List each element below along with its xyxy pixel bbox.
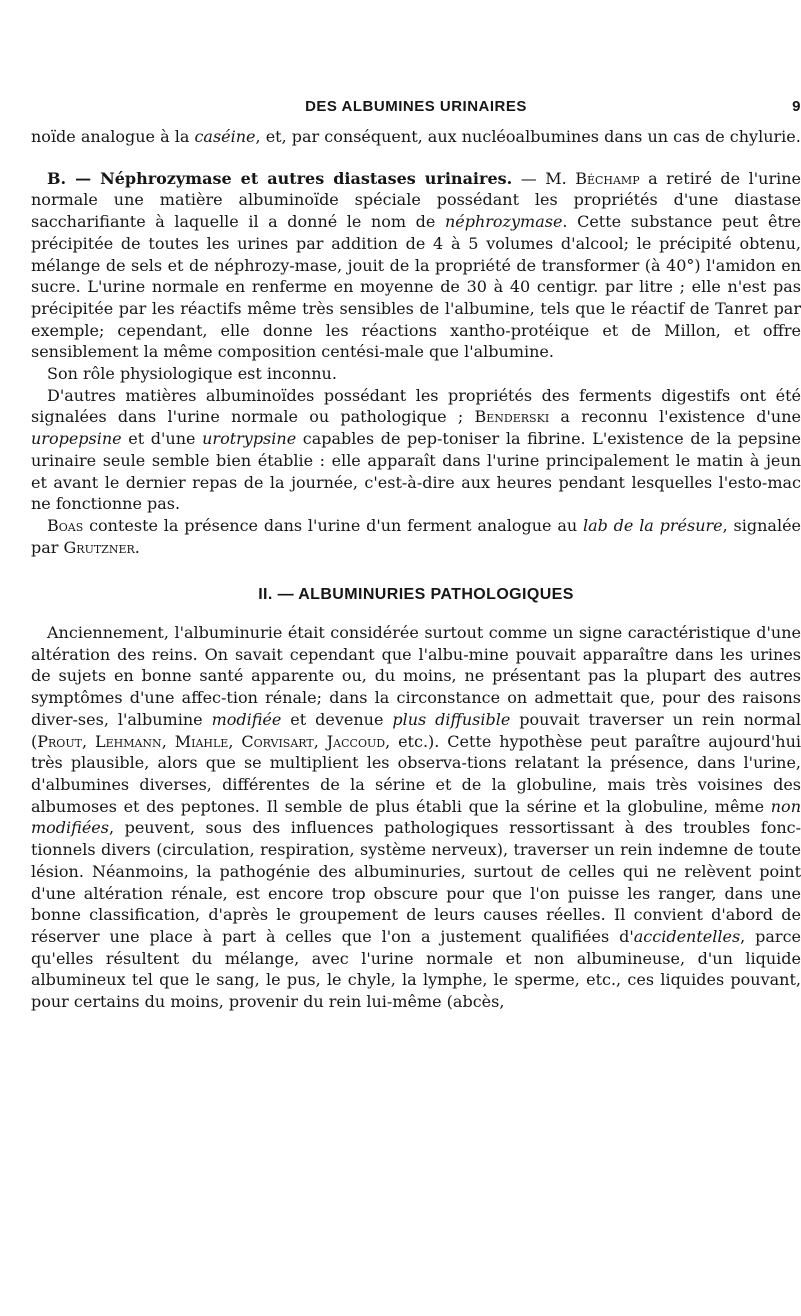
author-name: Corvisart (241, 731, 314, 751)
paragraph-boas: Boas conteste la présence dans l'urine d'un ferment analogue au lab de la présure, signalée par Grutzner. (31, 515, 801, 557)
section-ii-heading: II. — ALBUMINURIES PATHOLOGIQUES (258, 586, 574, 604)
paragraph-albuminuries: Anciennement, l'albuminurie était considérée surtout comme un signe caractéristique d'une altération des reins. On savait cependant que l'albu-mine pouvait apparaître dans les urines de sujets en bonne santé apparente ou, du moins, ne présentant pas la plupart des autres symptômes d'une affec-tion rénale; dans la circonstance on admettait que, pour des raisons diver-ses, l'albumine modifiée et devenue plus diffusible pouvait traverser un rein normal (Prout, Lehmann, Miahle, Corvisart, Jaccoud, etc.). Cette hypothèse peut paraître aujourd'hui très plausible, alors que se multiplient les observa-tions relatant la présence, dans l'urine, d'albumines diverses, différentes de la sérine et de la globuline, mais très voisines des albumoses et des peptones. Il semble de plus établi que la sérine et la globuline, même non modifiées, peuvent, sous des influences pathologiques ressortissant à des troubles fonc-tionnels divers (circulation, respiration, système nerveux), traverser un rein indemne de toute lésion. Néanmoins, la pathogénie des albuminuries, surtout de celles qui ne relèvent point d'une altération rénale, est encore trop obscure pour que l'on puisse les ranger, dans une bonne classification, d'après le groupement de leurs causes réelles. Il convient d'abord de réserver une place à part à celles que l'on a justement qualifiées d'accidentelles, parce qu'elles résultent du mélange, avec l'urine normale et non albumineuse, d'un liquide albumineux tel que le sang, le pus, le chyle, la lymphe, le sperme, etc., ces liquides pouvant, pour certains du moins, provenir du rein lui-même (abcès, (31, 623, 801, 1012)
body-text (31, 126, 801, 1013)
author-name: Miahle (174, 731, 229, 751)
author-name: Prout (37, 731, 82, 751)
author-name: Béchamp (575, 168, 640, 188)
author-name: Lehmann (94, 731, 162, 751)
paragraph-caseine: noïde analogue à la caséine, et, par conséquent, aux nucléoalbumines dans un cas de chylurie. (31, 127, 801, 146)
page-number: 9 (792, 98, 801, 115)
paragraph-role: Son rôle physiologique est inconnu. (47, 364, 337, 384)
author-name: Boas (47, 515, 84, 535)
section-b-heading: B. — Néphrozymase et autres diastases urinaires. (47, 168, 513, 188)
header-title: DES ALBUMINES URINAIRES (305, 98, 527, 115)
paragraph-nephrozymase: B. — Néphrozymase et autres diastases urinaires. — M. Béchamp a retiré de l'urine normale une matière albuminoïde spéciale possédant les propriétés d'une diastase saccharifiante à laquelle il a donné le nom de néphrozymase. Cette substance peut être précipitée de toutes les urines par addition de 4 à 5 volumes d'alcool; le précipité obtenu, mélange de sels et de néphrozy-mase, jouit de la propriété de transformer (à 40°) l'amidon en sucre. L'urine normale en renferme en moyenne de 30 à 40 centigr. par litre ; elle n'est pas précipitée par les réactifs même très sensibles de l'albumine, tels que le réactif de Tanret par exemple; cependant, elle donne les réactions xantho-protéique et de Millon, et offre sensiblement la même composition centési-male que l'albumine. (31, 168, 801, 362)
author-name: Jaccoud (326, 731, 386, 751)
paragraph-ferments: D'autres matières albuminoïdes possédant les propriétés des ferments digestifs ont été signalées dans l'urine normale ou pathologique ; Benderski a reconnu l'existence d'une uropepsine et d'une urotrypsine capables de pep-toniser la fibrine. L'existence de la pepsine urinaire seule semble bien établie : elle apparaît dans l'urine principalement le matin à jeun et avant le dernier repas de la journée, c'est-à-dire aux heures pendant lesquelles l'esto-mac ne fonctionne pas. (31, 385, 801, 514)
author-name: Grutzner (63, 537, 135, 557)
author-name: Benderski (474, 407, 550, 427)
